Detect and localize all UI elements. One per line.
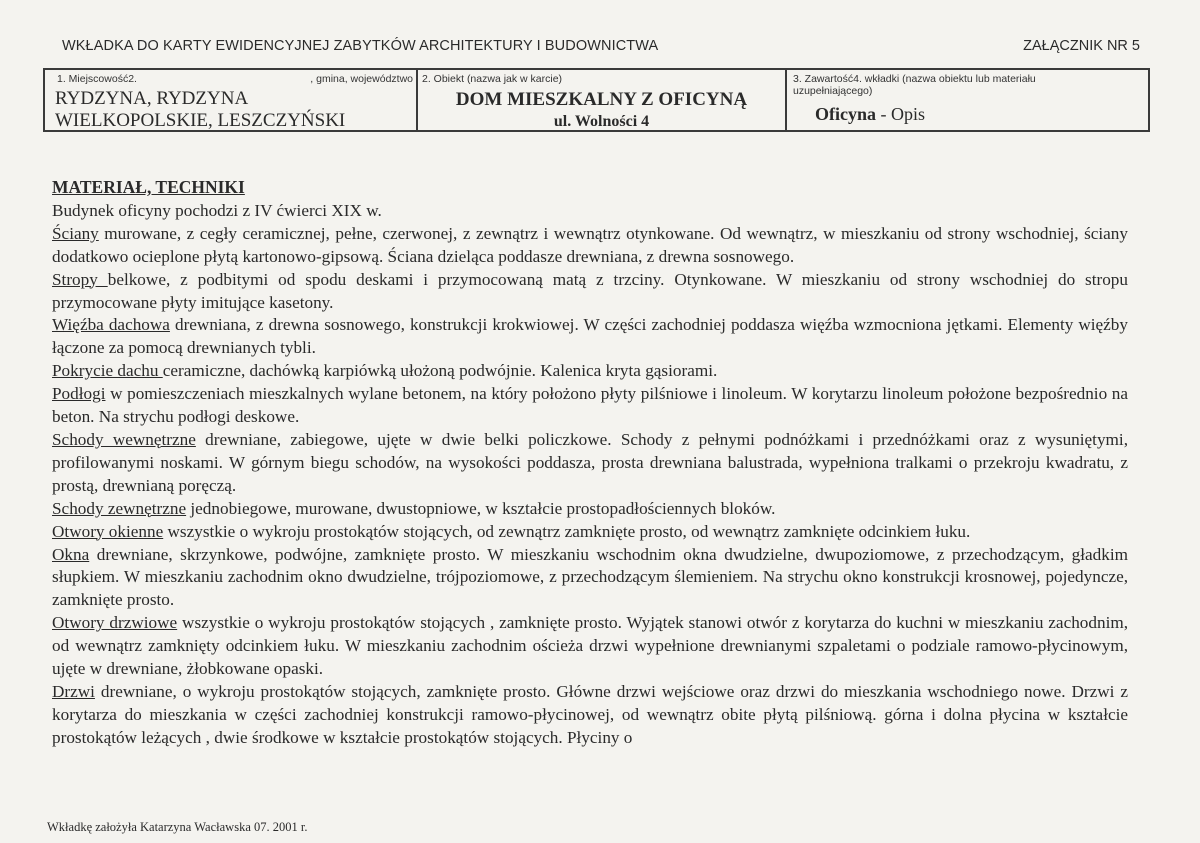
paragraph-ceilings: [52, 269, 1128, 315]
paragraph-window-openings: [52, 521, 1128, 544]
paragraph-windows: [52, 544, 1128, 613]
content-value-rest: - Opis: [876, 104, 925, 124]
paragraph-roofing: [52, 360, 1128, 383]
section-title: MATERIAŁ, TECHNIKI: [52, 177, 245, 197]
term: Schody wewnętrzne: [52, 429, 196, 449]
object-box: [416, 68, 787, 132]
paragraph-outer-stairs: [52, 498, 1128, 521]
paragraph-text: drewniane, skrzynkowe, podwójne, zamknięte prosto. W mieszkaniu wschodnim okna dwudzielne, dwupoziomowe, z przechodzącym, gładkim słupkiem. W mieszkaniu zachodnim okno dwudzielne, trójpoziomowe, z przechodzącym ślemieniem. Na strychu okno konstrukcji krosnowej, pojedyncze, zamknięte prosto.: [52, 544, 1128, 610]
location-line-2: WIELKOPOLSKIE, LESZCZYŃSKI: [55, 110, 346, 131]
paragraph-doors: [52, 681, 1128, 750]
term: Otwory drzwiowe: [52, 613, 178, 633]
author-footer: Wkładkę założyła Katarzyna Wacławska 07. 2001 r.: [47, 820, 308, 834]
description-body: [52, 176, 1128, 750]
intro-paragraph: Budynek oficyny pochodzi z IV ćwierci XIX w.: [52, 200, 382, 220]
paragraph-inner-stairs: [52, 429, 1128, 498]
paragraph-text: jednobiegowe, murowane, dwustopniowe, w kształcie prostopadłościennych bloków.: [186, 498, 776, 518]
paragraph-text: ceramiczne, dachówką karpiówką ułożoną podwójnie. Kalenica kryta gąsiorami.: [162, 361, 718, 381]
document-title: WKŁADKA DO KARTY EWIDENCYJNEJ ZABYTKÓW ARCHITEKTURY I BUDOWNICTWA: [62, 38, 659, 54]
region-label: , gmina, województwo: [310, 73, 413, 85]
term: Otwory okienne: [52, 521, 164, 541]
attachment-number: ZAŁĄCZNIK NR 5: [1023, 38, 1140, 54]
paragraph-door-openings: [52, 612, 1128, 681]
paragraph-text: drewniana, z drewna sosnowego, konstrukcji krokwiowej. W części zachodniej poddasza więźba wzmocniona jętkami. Elementy więźby łączone za pomocą drewnianych tybli.: [52, 315, 1128, 358]
term: Podłogi: [52, 384, 106, 404]
paragraph-text: murowane, z cegły ceramicznej, pełne, czerwonej, z zewnątrz i wewnątrz otynkowane. Od wewnątrz, w mieszkaniu od strony wschodniej, ściany dodatkowo ocieplone płytą kartonowo-gipsową. Ściana dzieląca poddasze drewniana, z drewna sosnowego.: [52, 223, 1128, 266]
paragraph-text: w pomieszczeniach mieszkalnych wylane betonem, na który położono płyty pilśniowe i linoleum. W korytarzu linoleum położone bezpośrednio na beton. Na strychu podłogi deskowe.: [52, 384, 1128, 427]
content-label: 3. Zawartość4. wkładki (nazwa obiektu lub materiału uzupełniającego): [793, 73, 1036, 97]
term: Ściany: [52, 223, 99, 243]
info-boxes: [43, 68, 1150, 134]
content-value: [815, 104, 925, 125]
location-label: 1. Miejscowość2.: [57, 73, 137, 85]
content-box: [785, 68, 1150, 132]
term: Schody zewnętrzne: [52, 498, 187, 518]
paragraph-text: wszystkie o wykroju prostokątów stojących, od zewnątrz zamknięte prosto, od wewnątrz zamknięte odcinkiem łuku.: [163, 521, 971, 541]
paragraph-text: drewniane, zabiegowe, ujęte w dwie belki policzkowe. Schody z pełnymi podnóżkami i przednóżkami oraz z wysuniętymi, profilowanymi noskami. W górnym biegu schodów, na wysokości poddasza, prosta drewniana balustrada, wypełniona tralkami o przekroju kwadratu, z prostą, drewnianą poręczą.: [52, 429, 1128, 495]
term: Okna: [52, 544, 90, 564]
term: Więźba dachowa: [52, 315, 170, 335]
paragraph-floors: [52, 383, 1128, 429]
object-address: ul. Wolności 4: [553, 113, 650, 130]
paragraph-text: belkowe, z podbitymi od spodu deskami i przymocowaną matą z trzciny. Otynkowane. W mieszkaniu od strony wschodniej do stropu przymocowane płyty imitujące kasetony.: [52, 269, 1128, 312]
location-box: [43, 68, 418, 132]
term: Stropy: [52, 269, 108, 289]
paragraph-walls: [52, 223, 1128, 269]
content-value-bold: Oficyna: [815, 104, 876, 124]
object-label: 2. Obiekt (nazwa jak w karcie): [422, 73, 563, 85]
location-line-1: RYDZYNA, RYDZYNA: [55, 88, 249, 109]
term: Pokrycie dachu: [52, 361, 163, 381]
term: Drzwi: [52, 681, 95, 701]
object-name: DOM MIESZKALNY Z OFICYNĄ: [455, 89, 748, 110]
paragraph-text: wszystkie o wykroju prostokątów stojących , zamknięte prosto. Wyjątek stanowi otwór z korytarza do kuchni w mieszkaniu zachodnim, od wewnątrz zamknięty odcinkiem łuku. W mieszkaniu zachodnim ościeża drzwi wypełnione drewnianymi szpaletami o podziale ramowo-płycinowym, ujęte w drewniane, żłobkowane opaski.: [52, 613, 1129, 679]
paragraph-roof-truss: [52, 314, 1128, 360]
paragraph-text: drewniane, o wykroju prostokątów stojących, zamknięte prosto. Główne drzwi wejściowe oraz drzwi do mieszkania wschodniego nowe. Drzwi z korytarza do mieszkania w części zachodniej konstrukcji ramowo-płycinowej, od wewnątrz obite płytą pilśniową. górna i dolna płycina w kształcie prostokątów leżących , dwie środkowe w kształcie prostokątów stojących. Płyciny o: [52, 681, 1128, 747]
